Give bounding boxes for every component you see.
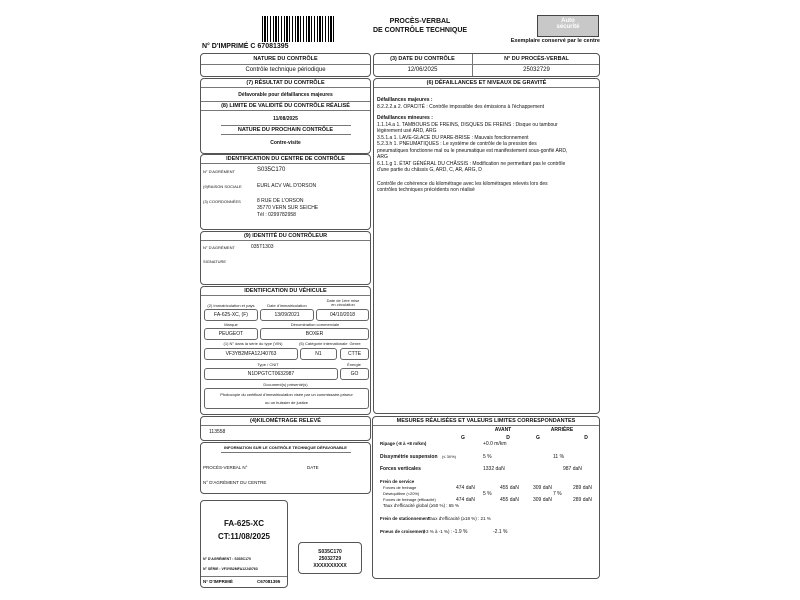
controleur-box: (9) IDENTITÉ DU CONTRÔLEUR N° D'AGRÉMENT 035T1303 SIGNATURE	[200, 231, 371, 285]
defaillance-mineure-line: 5.2.3.h 1. PNEUMATIQUES : Le système de contrôle de la pression des	[377, 141, 537, 147]
defaillance-mineure-line: 6.1.1.g 1. ÉTAT GÉNÉRAL DU CHÂSSIS : Modification ne permettant pas le contrôle	[377, 160, 566, 167]
print-number: N° D'IMPRIMÉ C 67081395	[202, 43, 289, 50]
centre-agrement: S035C170	[257, 167, 286, 173]
defaillance-mineure-line: ARG	[377, 154, 388, 160]
km-box: (4)KILOMÉTRAGE RELEVÉ 113558	[200, 416, 371, 441]
defaillance-mineure-line: 1.1.14.a 1. TAMBOURS DE FREINS, DISQUES DE FREINS : Disque ou tambour	[377, 121, 558, 128]
type-value: N1DPGTCT0632987	[204, 368, 338, 380]
next-value: Contre-visite	[270, 140, 301, 146]
forces-v-ar: 987 daN	[563, 466, 582, 472]
km-note-line2: contrôles techniques précédents non réalisé	[377, 187, 475, 193]
km-note-line1: Contrôle de cohérence du kilométrage avec les kilométrages relevés lors des	[377, 180, 548, 187]
title-line2: DE CONTRÔLE TECHNIQUE	[372, 27, 468, 34]
precedent-box: INFORMATION SUR LE CONTRÔLE TECHNIQUE DÉFAVORABLE PROCÈS-VERBAL N° DATE N° D'AGRÉMENT DU CENTRE	[200, 442, 371, 494]
vignette-box: FA-625-XC CT:11/08/2025 N° D'AGRÉMENT : S035C170 N° SÉRIE : VF3YB2MFA12J40763 N° D'IMPRIMÉ C67081395	[200, 500, 288, 588]
km-value: 113558	[209, 429, 226, 435]
mineures-title: Défaillances mineures :	[377, 115, 433, 121]
majeures-title: Défaillances majeures :	[377, 97, 433, 103]
copy-note: Exemplaire conservé par le centre	[510, 38, 600, 44]
mesures-box: MESURES RÉALISÉES ET VALEURS LIMITES CORRESPONDANTES AVANT ARRIÈRE G D G D Ripage (-8 à +8 m/km) +0.0 m/km Dissymétrie suspension (≤ 30%) 5 % 11 % Forces verticales 1332 daN 987 daN Frein de service Forces de freinage 474 daN 455 daN 309 daN 289 daN Déséquilibre (<20%) 5 % 7 % Forces de freinage (efficacité) 474 daN 455 daN 309 daN 289 daN Taux d'efficacité global (≥50 %) : 65 % Frein de stationnement Taux d'efficacité (≥18 %) : 21 % Pneus de croisement (-3 % à -1 %) : -1.9 % -2.1 %	[372, 416, 600, 579]
barcode	[262, 16, 334, 42]
date-immat-value: 13/09/2021	[260, 309, 314, 321]
result-value: Défavorable pour défaillances majeures	[238, 92, 333, 98]
vignette-ct: CT:11/08/2025	[217, 532, 271, 541]
dissym-ar: 11 %	[553, 454, 565, 460]
mise-circ-value: 04/10/2018	[316, 309, 369, 321]
result-box: (7) RÉSULTAT DU CONTRÔLE Défavorable pour défaillances majeures (8) LIMITE DE VALIDITÉ DU CONTRÔLE RÉALISÉ 11/08/2025 NATURE DU PROCHAIN CONTRÔLE Contre-visite	[200, 78, 371, 154]
defaillance-majeure-line: 8.2.2.2.a 2. OPACITÉ : Contrôle impossible des émissions à l'échappement	[377, 103, 545, 110]
defaillance-mineure-line: pneumatiques fonctionne mal ou le pneumatique est manifestement sous-gonflé ARD,	[377, 147, 568, 154]
controleur-agrement: 035T1303	[251, 244, 274, 250]
auto-securite-badge: Auto sécurité	[537, 15, 599, 37]
immat-value: FA-625-XC, (F)	[204, 309, 258, 321]
ripage-value: +0.0 m/km	[483, 441, 507, 447]
dissym-av: 5 %	[483, 454, 492, 460]
denomination-value: BOXER	[260, 328, 369, 340]
defaillance-mineure-line: d'une partie du châssis G, ARD, C, AR, ARG, D	[377, 167, 482, 173]
vin-value: VF3YB2MFA12J40763	[204, 348, 298, 360]
date-pv-box: (3) DATE DU CONTRÔLE N° DU PROCÈS-VERBAL 12/06/2025 25032729	[373, 53, 600, 77]
vignette-plate: FA-625-XC	[223, 519, 264, 528]
date-value: 12/06/2025	[407, 67, 438, 73]
forces-v-av: 1332 daN	[483, 466, 505, 472]
nature-controle-box: NATURE DU CONTRÔLE Contrôle technique périodique	[200, 53, 371, 77]
energie-value: GO	[340, 368, 369, 380]
defaillances-box: (6) DÉFAILLANCES ET NIVEAUX DE GRAVITÉ Défaillances majeures : 8.2.2.2.a 2. OPACITÉ : Contrôle impossible des émissions à l'échappement Défaillances mineures : 1.1.14.a 1. TAMBOURS DE FREINS, DISQUES DE FREINS : Disque ou tambour légèrement usé ARD, ARG 3.5.1.a 1. LAVE-GLACE DU PARE-BRISE : Mauvais fonctionnement 5.2.3.h 1. PNEUMATIQUES : Le système de contrôle de la pression des pneumatiques fonctionne mal ou le pneumatique est manifestement sous-gonflé ARD, ARG 6.1.1.g 1. ÉTAT GÉNÉRAL DU CHÂSSIS : Modification ne permettant pas le contrôle d'une partie du châssis G, ARD, C, AR, ARG, D Contrôle de cohérence du kilométrage avec les kilométrages relevés lors des contrôles techniques précédents non réalisé	[373, 78, 600, 414]
centre-raison: EURL ACV VAL D'ORSON	[257, 183, 317, 189]
centre-box: IDENTIFICATION DU CENTRE DE CONTRÔLE N° D'AGRÉMENT S035C170 (9)RAISON SOCIALE EURL ACV VAL D'ORSON (3) COORDONNÉES 8 RUE DE L'ORSON 35770 VERN SUR SEICHE Tél : 0299782958	[200, 154, 371, 230]
genre-value: CTTE	[340, 348, 369, 360]
stamp-box: S035C170 25032729 XXXXXXXXXX	[298, 542, 362, 574]
defaillance-mineure-line: 3.5.1.a 1. LAVE-GLACE DU PARE-BRISE : Mauvais fonctionnement	[377, 134, 529, 141]
categorie-value: N1	[300, 348, 337, 360]
defaillance-mineure-line: légèrement usé ARD, ARG	[377, 128, 437, 134]
vehicle-box: IDENTIFICATION DU VÉHICULE (2) Immatriculation et pays Date d'immatriculation Date de 1ère mise en circulation FA-625-XC, (F) 13/09/2021 04/10/2018 Marque Dénomination commerciale PEUGEOT BOXER (1) N° dans la série du type (VIN) (5) Catégorie internationale Genre VF3YB2MFA12J40763 N1 CTTE Type / CNIT Énergie N1DPGTCT0632987 GO Document(s) présenté(s) Photocopie du certificat d'immatriculation visée par un commissaire-priseur ou un huissier de justice	[200, 286, 371, 415]
pv-value: 25032729	[523, 67, 550, 73]
documents-value: Photocopie du certificat d'immatriculation visée par un commissaire-priseur ou un huissier de justice	[204, 388, 369, 409]
validity-value: 11/08/2025	[273, 116, 298, 122]
marque-value: PEUGEOT	[204, 328, 258, 340]
title-line1: PROCÈS-VERBAL	[389, 18, 451, 25]
